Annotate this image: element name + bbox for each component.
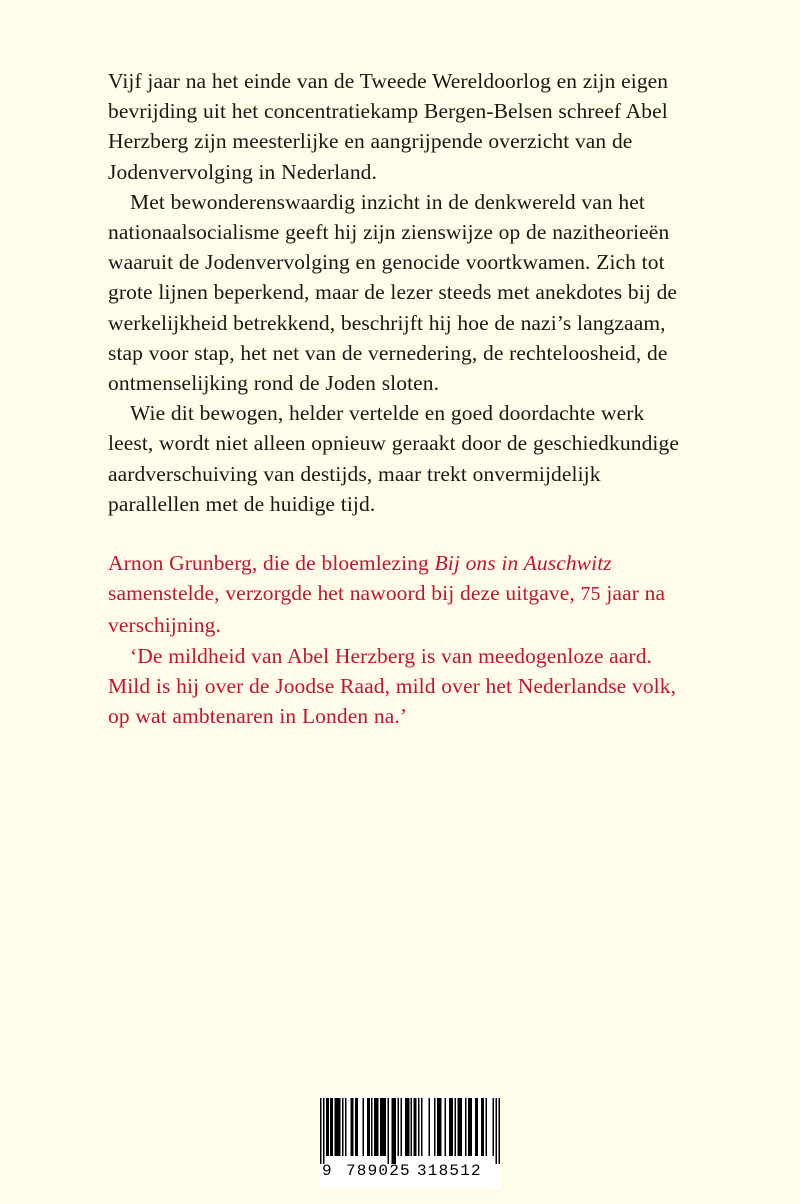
barcode-right-group: 318512 <box>417 1162 482 1180</box>
credit-and-quote-block <box>108 548 692 731</box>
anniversary-number: 75 <box>580 584 601 606</box>
blurb-text-block <box>108 66 692 731</box>
blurb-paragraph-2: Met bewonderenswaardig inzicht in de denkwereld van het nationaalsocialisme geeft hij zijn zienswijze op de nazitheorieën waaruit de Jodenvervolging en genocide voortkwamen. Zich tot grote lijnen beperkend, maar de lezer steeds met anekdotes bij de werkelijkheid betrekkend, beschrijft hij hoe de nazi’s langzaam, stap voor stap, het net van de vernedering, de rechteloosheid, de ontmenselijking rond de Joden sloten. <box>108 189 678 396</box>
barcode-left-group: 789025 <box>346 1162 411 1180</box>
review-quote: ‘De mildheid van Abel Herzberg is van meedogenloze aard. Mild is hij over de Joodse Raad, mild over het Nederlandse volk, op wat ambtenaren in Londen na.’ <box>108 643 677 729</box>
barcode-lead-digit: 9 <box>322 1162 333 1180</box>
barcode-digits <box>320 1160 500 1186</box>
blurb-paragraph-3: Wie dit bewogen, helder vertelde en goed doordachte werk leest, wordt niet alleen opnieuw geraakt door de geschiedkundige aardverschuiving van destijds, maar trekt onvermijdelijk parallellen met de huidige tijd. <box>108 401 679 516</box>
credit-text-before-title: Arnon Grunberg, die de bloemlezing <box>108 551 435 576</box>
barcode-bars <box>320 1096 500 1164</box>
credit-text-after-title: samenstelde, verzorgde het nawoord bij deze uitgave, <box>108 581 581 606</box>
barcode <box>320 1096 500 1188</box>
afterword-credit <box>108 548 692 641</box>
anthology-title: Bij ons in Auschwitz <box>434 551 612 576</box>
blurb-paragraph-1: Vijf jaar na het einde van de Tweede Wereldoorlog en zijn eigen bevrijding uit het concentratiekamp Bergen-Belsen schreef Abel Herzberg zijn meesterlijke en aangrijpende overzicht van de Jodenvervolging in Nederland. <box>108 69 669 184</box>
anniversary-rest: jaar na verschijning. <box>108 581 666 638</box>
